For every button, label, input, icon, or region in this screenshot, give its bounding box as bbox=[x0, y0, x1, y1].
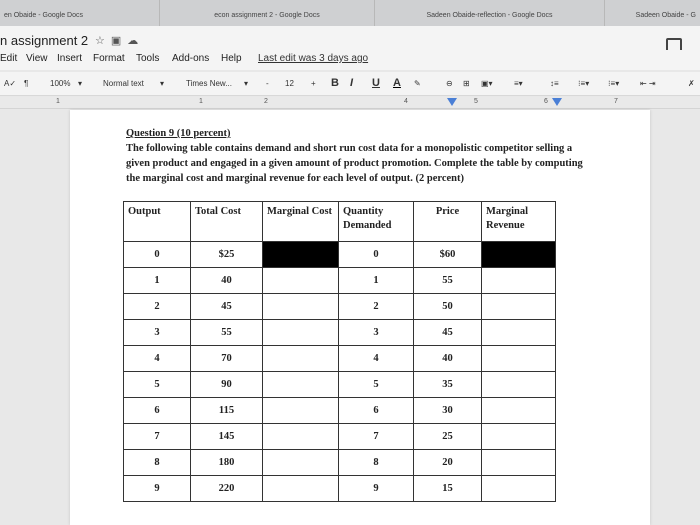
marginal-cost-cell[interactable] bbox=[263, 294, 339, 320]
output-cell[interactable]: 7 bbox=[124, 424, 191, 450]
total-cost-cell[interactable]: 115 bbox=[191, 398, 263, 424]
toolbar bbox=[0, 72, 700, 96]
quantity-cell[interactable]: 5 bbox=[339, 372, 414, 398]
table-row bbox=[124, 424, 556, 450]
document-page[interactable] bbox=[70, 110, 650, 525]
bold-button[interactable]: B bbox=[331, 77, 339, 89]
header-total-cost: Total Cost bbox=[191, 202, 263, 242]
output-cell[interactable]: 5 bbox=[124, 372, 191, 398]
menu-format[interactable]: Format bbox=[93, 53, 125, 64]
total-cost-cell[interactable]: 40 bbox=[191, 268, 263, 294]
marginal-cost-cell[interactable] bbox=[263, 320, 339, 346]
question-body: The following table contains demand and short run cost data for a monopolistic competitor selling a given product and engaged in a given amount of product promotion. Complete the table by computing the marginal cost and marginal revenue for each level of output. (2 percent) bbox=[126, 143, 583, 184]
total-cost-cell[interactable]: 145 bbox=[191, 424, 263, 450]
table-row bbox=[124, 372, 556, 398]
marginal-cost-cell[interactable] bbox=[263, 268, 339, 294]
align-icon[interactable]: ≡▾ bbox=[514, 79, 523, 88]
price-cell[interactable]: 20 bbox=[414, 450, 482, 476]
marginal-cost-cell[interactable] bbox=[263, 372, 339, 398]
chevron-down-icon: ▾ bbox=[244, 79, 249, 88]
total-cost-cell[interactable]: $25 bbox=[191, 242, 263, 268]
ruler-number: 1 bbox=[199, 98, 203, 105]
font-select[interactable]: Times New... bbox=[186, 79, 232, 88]
right-indent-marker[interactable] bbox=[552, 98, 562, 106]
ruler-number: 1 bbox=[56, 98, 60, 105]
header-quantity-demanded: Quantity Demanded bbox=[339, 202, 414, 242]
cloud-icon[interactable]: ☁ bbox=[127, 35, 145, 47]
text-color-button[interactable]: A bbox=[393, 77, 401, 89]
underline-button[interactable]: U bbox=[372, 77, 380, 89]
output-cell[interactable]: 2 bbox=[124, 294, 191, 320]
spellcheck-icon[interactable]: A✓ bbox=[4, 79, 17, 88]
total-cost-cell[interactable]: 180 bbox=[191, 450, 263, 476]
highlight-icon[interactable]: ✎ bbox=[414, 79, 421, 88]
quantity-cell[interactable]: 6 bbox=[339, 398, 414, 424]
question-text bbox=[126, 126, 586, 186]
bulleted-list-icon[interactable]: ⁝≡▾ bbox=[608, 79, 620, 88]
star-icon[interactable]: ☆ bbox=[95, 35, 111, 47]
output-cell[interactable]: 8 bbox=[124, 450, 191, 476]
total-cost-cell[interactable]: 70 bbox=[191, 346, 263, 372]
menu-help[interactable]: Help bbox=[221, 53, 242, 64]
menu-tools[interactable]: Tools bbox=[136, 53, 160, 64]
marginal-cost-cell[interactable] bbox=[263, 476, 339, 502]
table-row bbox=[124, 346, 556, 372]
header-price: Price bbox=[414, 202, 482, 242]
price-cell[interactable]: 30 bbox=[414, 398, 482, 424]
quantity-cell[interactable]: 0 bbox=[339, 242, 414, 268]
clear-format-icon[interactable]: ✗ bbox=[688, 79, 695, 88]
price-cell[interactable]: 25 bbox=[414, 424, 482, 450]
ruler-number: 7 bbox=[614, 98, 618, 105]
price-cell[interactable]: 40 bbox=[414, 346, 482, 372]
marginal-revenue-cell[interactable] bbox=[482, 268, 556, 294]
table-row bbox=[124, 450, 556, 476]
total-cost-cell[interactable]: 220 bbox=[191, 476, 263, 502]
header-marginal-cost: Marginal Cost bbox=[263, 202, 339, 242]
total-cost-cell[interactable]: 55 bbox=[191, 320, 263, 346]
marginal-revenue-cell[interactable] bbox=[482, 476, 556, 502]
marginal-revenue-cell[interactable] bbox=[482, 346, 556, 372]
header-marginal-revenue: Marginal Revenue bbox=[482, 202, 556, 242]
paint-format-icon[interactable]: ¶ bbox=[24, 79, 29, 88]
document-title[interactable]: n assignment 2 bbox=[0, 33, 89, 48]
folder-icon[interactable]: ▣ bbox=[110, 35, 128, 47]
indent-icons[interactable]: ⇤ ⇥ bbox=[640, 79, 656, 88]
marginal-cost-cell[interactable] bbox=[263, 424, 339, 450]
quantity-cell[interactable]: 1 bbox=[339, 268, 414, 294]
zoom-select[interactable]: 100% bbox=[50, 79, 71, 88]
output-cell[interactable]: 9 bbox=[124, 476, 191, 502]
browser-tab-active[interactable]: econ assignment 2 - Google Docs bbox=[160, 0, 375, 26]
menu-insert[interactable]: Insert bbox=[57, 53, 83, 64]
quantity-cell[interactable]: 2 bbox=[339, 294, 414, 320]
output-cell[interactable]: 4 bbox=[124, 346, 191, 372]
menu-bar bbox=[0, 50, 700, 70]
marginal-cost-cell-blacked bbox=[263, 242, 339, 268]
table-row bbox=[124, 398, 556, 424]
header-output: Output bbox=[124, 202, 191, 242]
price-cell[interactable]: 35 bbox=[414, 372, 482, 398]
price-cell[interactable]: $60 bbox=[414, 242, 482, 268]
title-icons bbox=[95, 34, 144, 47]
price-cell[interactable]: 45 bbox=[414, 320, 482, 346]
marginal-revenue-cell-blacked bbox=[482, 242, 556, 268]
total-cost-cell[interactable]: 90 bbox=[191, 372, 263, 398]
comment-add-icon[interactable]: ⊞ bbox=[463, 79, 470, 88]
quantity-cell[interactable]: 7 bbox=[339, 424, 414, 450]
output-cell[interactable]: 3 bbox=[124, 320, 191, 346]
chevron-down-icon: ▾ bbox=[78, 79, 83, 88]
numbered-list-icon[interactable]: ⁝≡▾ bbox=[578, 79, 590, 88]
marginal-revenue-cell[interactable] bbox=[482, 398, 556, 424]
image-icon[interactable]: ▣▾ bbox=[481, 79, 493, 88]
question-title: Question 9 (10 percent) bbox=[126, 128, 231, 139]
table-row bbox=[124, 476, 556, 502]
marginal-revenue-cell[interactable] bbox=[482, 424, 556, 450]
browser-tab-bar bbox=[0, 0, 700, 26]
browser-tab[interactable]: Sadeen Obaide-reflection - Google Docs bbox=[375, 0, 605, 26]
browser-tab[interactable]: en Obaide - Google Docs bbox=[0, 0, 160, 26]
ruler-number: 6 bbox=[544, 98, 548, 105]
marginal-revenue-cell[interactable] bbox=[482, 320, 556, 346]
price-cell[interactable]: 55 bbox=[414, 268, 482, 294]
total-cost-cell[interactable]: 45 bbox=[191, 294, 263, 320]
output-cell[interactable]: 1 bbox=[124, 268, 191, 294]
style-select[interactable]: Normal text bbox=[103, 79, 144, 88]
price-cell[interactable]: 15 bbox=[414, 476, 482, 502]
cost-revenue-table bbox=[123, 201, 556, 502]
ruler-number: 4 bbox=[404, 98, 408, 105]
menu-edit[interactable]: Edit bbox=[0, 53, 18, 64]
browser-tab[interactable]: Sadeen Obaide - G bbox=[635, 12, 696, 19]
table-row bbox=[124, 242, 556, 268]
quantity-cell[interactable]: 8 bbox=[339, 450, 414, 476]
marginal-cost-cell[interactable] bbox=[263, 346, 339, 372]
quantity-cell[interactable]: 9 bbox=[339, 476, 414, 502]
quantity-cell[interactable]: 4 bbox=[339, 346, 414, 372]
marginal-revenue-cell[interactable] bbox=[482, 450, 556, 476]
last-edit-link[interactable]: Last edit was 3 days ago bbox=[258, 53, 369, 64]
marginal-revenue-cell[interactable] bbox=[482, 294, 556, 320]
table-row bbox=[124, 268, 556, 294]
output-cell[interactable]: 6 bbox=[124, 398, 191, 424]
quantity-cell[interactable]: 3 bbox=[339, 320, 414, 346]
menu-view[interactable]: View bbox=[26, 53, 48, 64]
menu-addons[interactable]: Add-ons bbox=[172, 53, 210, 64]
chevron-down-icon: ▾ bbox=[160, 79, 165, 88]
indent-marker[interactable] bbox=[447, 98, 457, 106]
ruler-number: 5 bbox=[474, 98, 478, 105]
italic-button[interactable]: I bbox=[350, 77, 354, 89]
link-icon[interactable]: ⊖ bbox=[446, 79, 453, 88]
marginal-revenue-cell[interactable] bbox=[482, 372, 556, 398]
price-cell[interactable]: 50 bbox=[414, 294, 482, 320]
output-cell[interactable]: 0 bbox=[124, 242, 191, 268]
table-row bbox=[124, 320, 556, 346]
font-size-increase[interactable]: + bbox=[311, 79, 316, 88]
line-spacing-icon[interactable]: ↕≡ bbox=[550, 79, 559, 88]
font-size-input[interactable]: 12 bbox=[285, 79, 294, 88]
table-row bbox=[124, 294, 556, 320]
marginal-cost-cell[interactable] bbox=[263, 398, 339, 424]
font-size-decrease[interactable]: - bbox=[266, 79, 269, 88]
marginal-cost-cell[interactable] bbox=[263, 450, 339, 476]
ruler bbox=[0, 97, 700, 109]
ruler-number: 2 bbox=[264, 98, 268, 105]
